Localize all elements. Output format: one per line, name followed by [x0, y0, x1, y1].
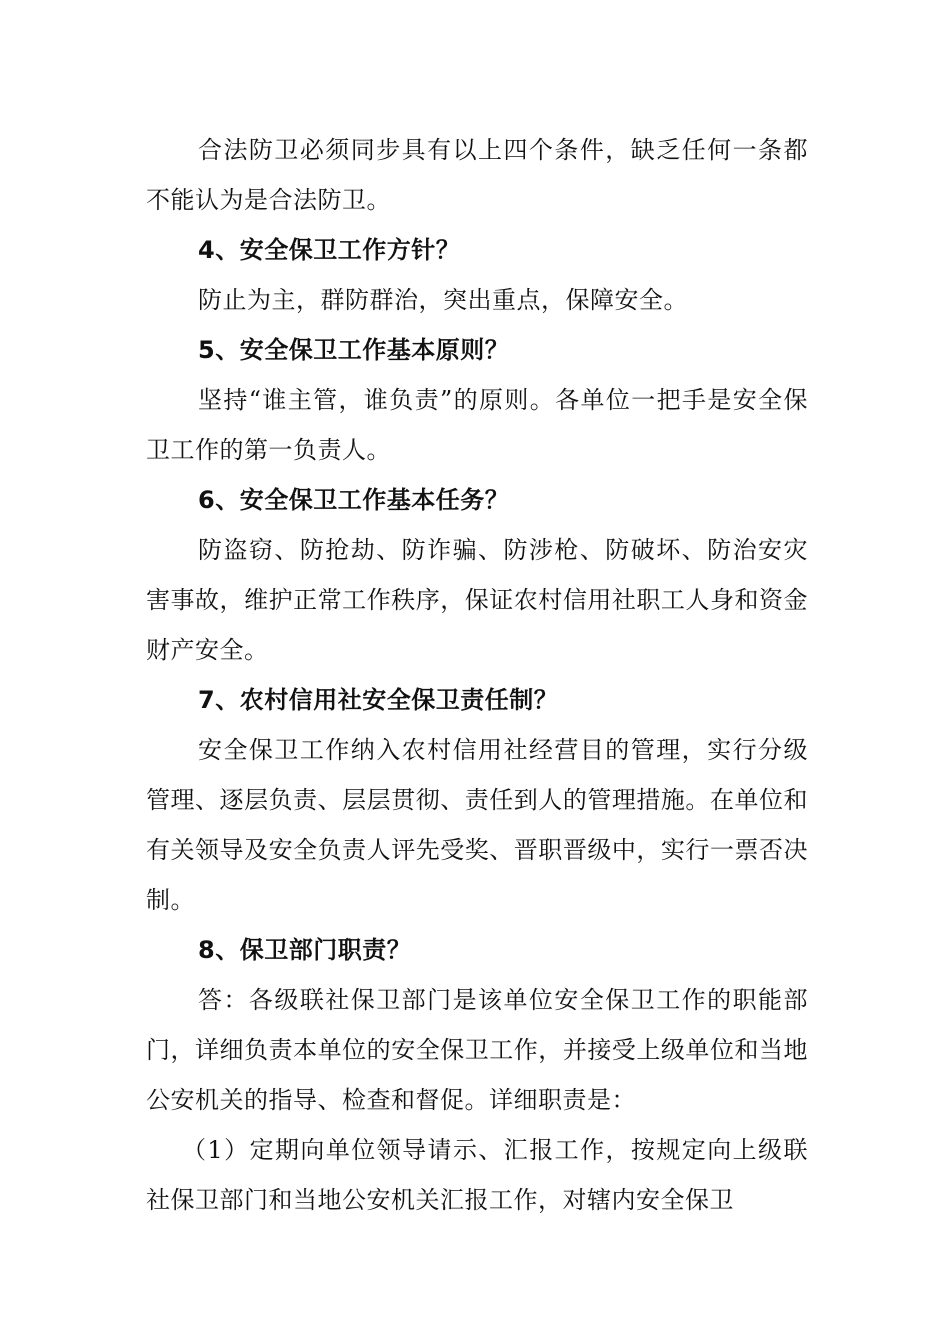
paragraph-security-policy: 防止为主，群防群治，突出重点，保障安全。	[198, 286, 688, 314]
list-item-duty-1: （1）定期向单位领导请示、汇报工作，按规定向上级联社保卫部门和当地公安机关汇报工作，对辖内安全保卫	[146, 1136, 808, 1214]
heading-responsibility-system: 7、农村信用社安全保卫责任制？	[198, 686, 559, 714]
heading-basic-principles: 5、安全保卫工作基本原则？	[198, 336, 510, 364]
paragraph-department-duties: 答：各级联社保卫部门是该单位安全保卫工作的职能部门，详细负责本单位的安全保卫工作，并接受上级单位和当地公安机关的指导、检查和督促。详细职责是：	[146, 986, 808, 1114]
document-body	[146, 125, 808, 1225]
paragraph-responsibility-system: 安全保卫工作纳入农村信用社经营目的管理，实行分级管理、逐层负责、层层贯彻、责任到人的管理措施。在单位和有关领导及安全负责人评先受奖、晋职晋级中，实行一票否决制。	[146, 736, 808, 914]
paragraph-basic-tasks: 防盗窃、防抢劫、防诈骗、防涉枪、防破坏、防治安灾害事故，维护正常工作秩序，保证农村信用社职工人身和资金财产安全。	[146, 536, 808, 664]
paragraph-self-defense-conditions: 合法防卫必须同步具有以上四个条件，缺乏任何一条都不能认为是合法防卫。	[146, 136, 808, 214]
heading-department-duties: 8、保卫部门职责？	[198, 936, 412, 964]
heading-security-policy: 4、安全保卫工作方针？	[198, 236, 461, 264]
heading-basic-tasks: 6、安全保卫工作基本任务？	[198, 486, 510, 514]
paragraph-basic-principles: 坚持“谁主管，谁负责”的原则。各单位一把手是安全保卫工作的第一负责人。	[146, 386, 808, 464]
